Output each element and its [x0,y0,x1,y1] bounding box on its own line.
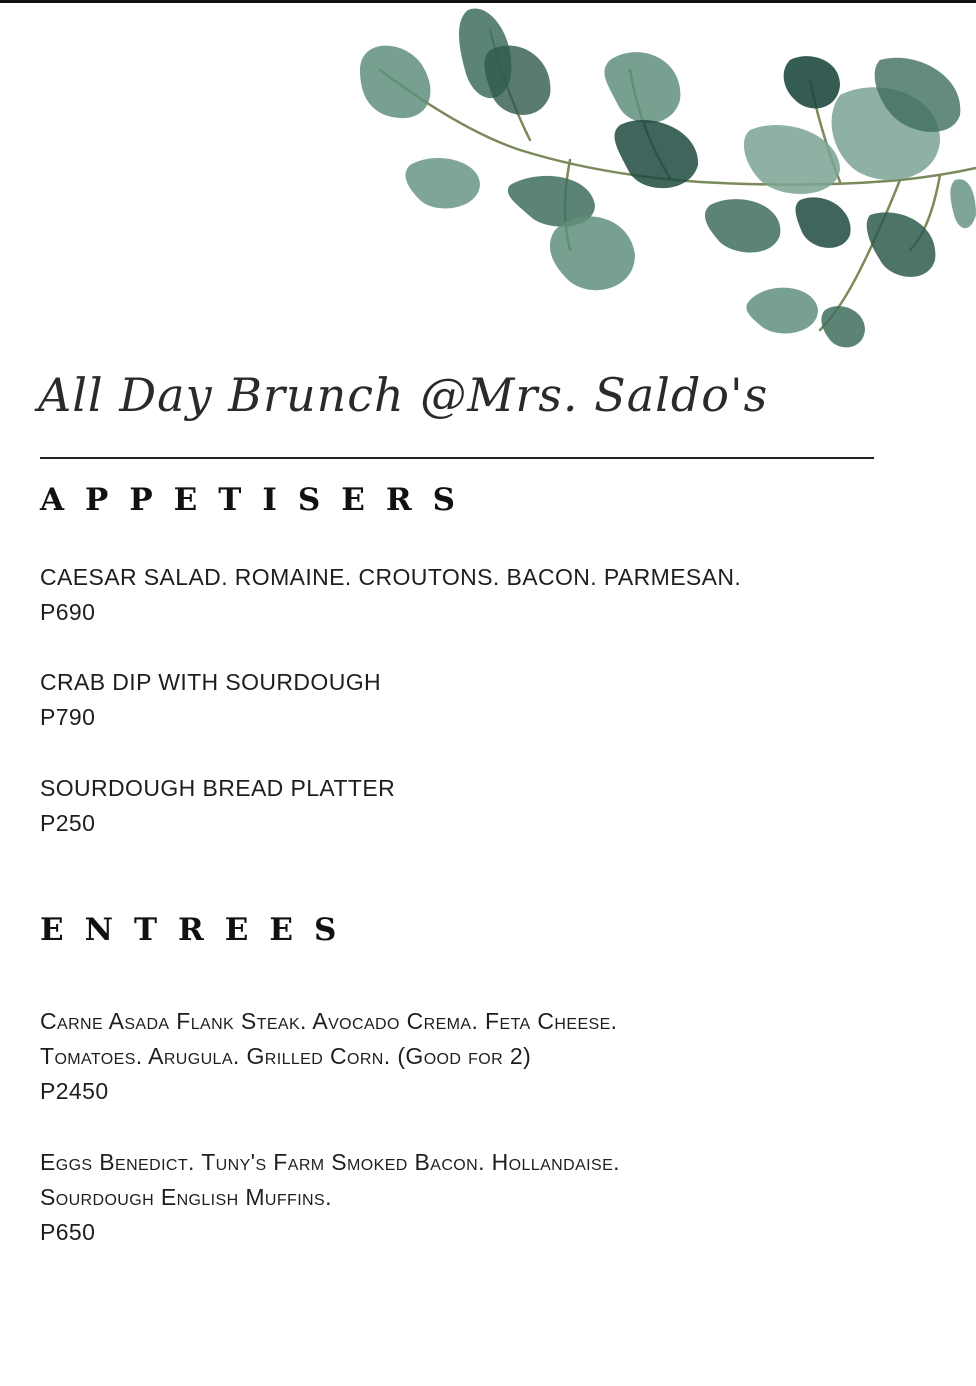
item-description: CAESAR SALAD. ROMAINE. CROUTONS. BACON. PARMESAN. [40,564,742,590]
title-divider [40,457,874,459]
menu-item [40,1145,920,1250]
item-price: P690 [40,599,96,625]
menu-item [40,560,920,630]
menu-item [40,1004,920,1109]
item-price: P250 [40,810,96,836]
eucalyptus-foliage-icon [340,0,976,360]
menu-title: All Day Brunch @Mrs. Saldo's [38,368,769,422]
section-heading-appetisers: APPETISERS [40,482,477,518]
item-description: CRAB DIP WITH SOURDOUGH [40,669,382,695]
item-description: Carne Asada Flank Steak. Avocado Crema. Feta Cheese. [40,1008,618,1034]
item-price: P2450 [40,1078,109,1104]
section-heading-entrees: ENTREES [40,912,358,948]
item-description: SOURDOUGH BREAD PLATTER [40,775,396,801]
item-description: Eggs Benedict. Tuny's Farm Smoked Bacon. Hollandaise. [40,1149,620,1175]
item-description: Tomatoes. Arugula. Grilled Corn. (Good for 2) [40,1043,532,1069]
item-price: P790 [40,704,96,730]
menu-item [40,665,920,735]
item-price: P650 [40,1219,96,1245]
menu-item [40,771,920,841]
item-description: Sourdough English Muffins. [40,1184,332,1210]
